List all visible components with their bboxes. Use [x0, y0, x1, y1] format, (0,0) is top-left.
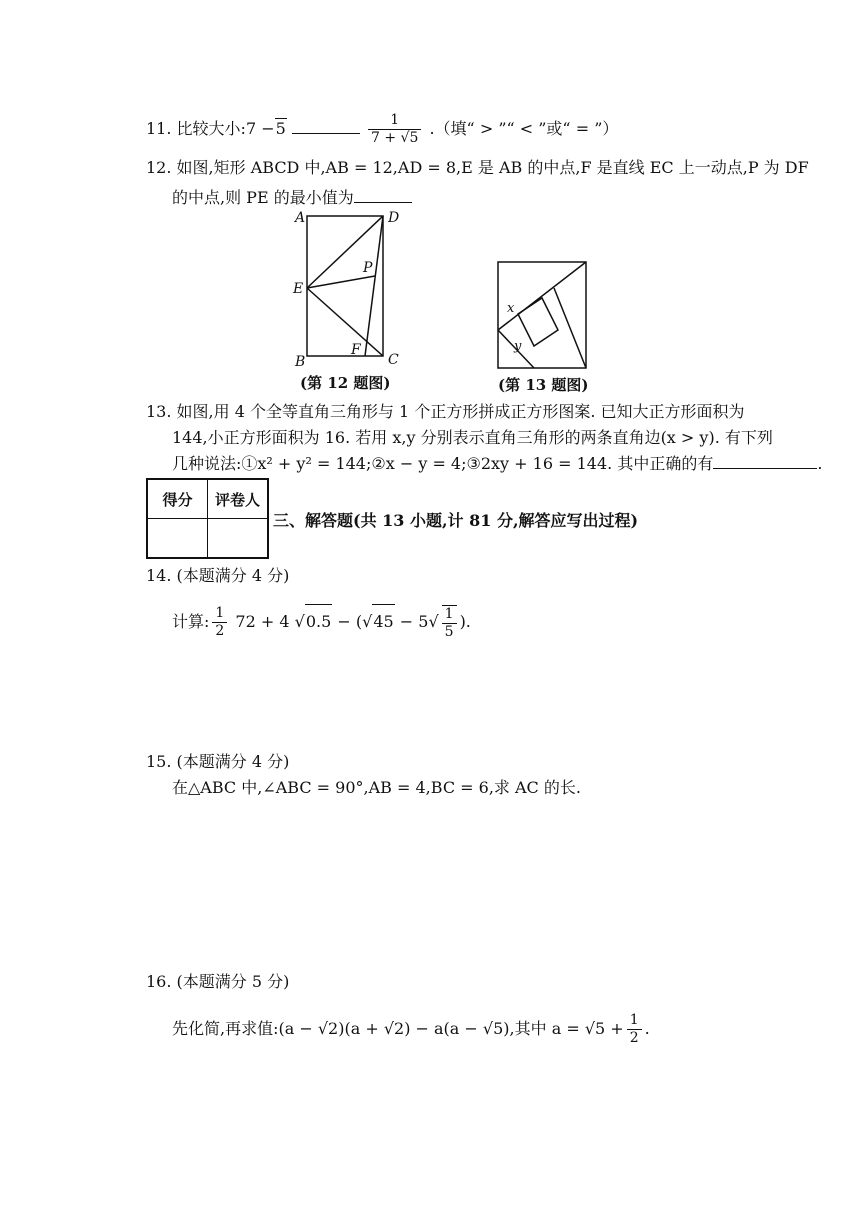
q16-frac-num: 1 — [627, 1012, 642, 1030]
q14-frac2-den: 5 — [444, 623, 454, 640]
grader-header: 评卷人 — [208, 479, 269, 519]
q16-end: . — [644, 1019, 650, 1038]
q14-frac-half — [212, 605, 227, 640]
question-13-line1: 13. 如图,用 4 个全等直角三角形与 1 个正方形拼成正方形图案. 已知大正方形面积为 — [146, 402, 745, 421]
q16-fraction — [627, 1012, 642, 1047]
q14-frac-num: 1 — [212, 605, 227, 623]
q14-part2: − ( — [332, 612, 363, 631]
question-15-body: 在△ABC 中,∠ABC = 90°,AB = 4,BC = 6,求 AC 的长. — [172, 778, 581, 797]
label-p: P — [363, 260, 373, 276]
q16-text: 先化简,再求值:(a − √2)(a + √2) − a(a − √5),其中 a = √5 + — [172, 1019, 624, 1038]
q11-frac-den: 7 + √5 — [371, 130, 419, 146]
q14-sqrt2: 45 — [372, 604, 394, 639]
label-d: D — [388, 210, 400, 226]
score-header: 得分 — [147, 479, 208, 519]
question-11 — [146, 112, 618, 147]
q14-frac-fifth — [442, 605, 457, 641]
q11-number: 11. — [146, 119, 172, 138]
q16-frac-den: 2 — [629, 1030, 639, 1046]
figure-12 — [285, 200, 415, 372]
q11-prefix: 比较大小:7 − — [176, 119, 275, 138]
label-y: y — [514, 339, 522, 354]
q14-sqrt1: 0.5 — [305, 604, 332, 639]
question-15-header: 15. (本题满分 4 分) — [146, 752, 290, 771]
question-12-line1: 12. 如图,矩形 ABCD 中,AB = 12,AD = 8,E 是 AB 的中点,F 是直线 EC 上一动点,P 为 DF — [146, 158, 809, 177]
score-cell[interactable] — [147, 519, 208, 559]
label-c: C — [388, 352, 399, 368]
label-a: A — [295, 210, 306, 226]
question-13-line3: 几种说法:①x² + y² = 144;②x − y = 4;③2xy + 16 = 144. 其中正确的有 . — [172, 454, 823, 473]
q14-end: ). — [459, 612, 471, 631]
label-e: E — [293, 281, 304, 297]
question-16-body — [172, 1012, 650, 1047]
q14-frac-den: 2 — [215, 623, 225, 639]
small-square — [518, 298, 558, 346]
label-x: x — [507, 301, 515, 316]
figure-13 — [494, 258, 590, 374]
q11-answer-blank[interactable] — [292, 133, 360, 134]
q13-answer-blank[interactable] — [713, 468, 817, 469]
segment-ec — [307, 288, 383, 356]
question-14-header: 14. (本题满分 4 分) — [146, 566, 290, 585]
question-16-header: 16. (本题满分 5 分) — [146, 972, 290, 991]
label-f: F — [351, 342, 361, 358]
q14-part3: − 5 — [394, 612, 429, 631]
q13-text: 几种说法:①x² + y² = 144;②x − y = 4;③2xy + 16 = 144. 其中正确的有 — [172, 454, 714, 473]
segment-df — [365, 216, 383, 356]
q14-part1: 72 + 4 — [235, 612, 290, 631]
triangle-line-1 — [498, 262, 586, 330]
section-3-title: 三、解答题(共 13 小题,计 81 分,解答应写出过程) — [273, 511, 639, 530]
q11-frac-num: 1 — [368, 112, 421, 130]
figure-13-caption: (第 13 题图) — [498, 376, 589, 394]
q12-text: 的中点,则 PE 的最小值为 — [172, 188, 354, 207]
q11-suffix: .（填“ > ”“ < ”或“ = ”） — [429, 119, 619, 138]
q14-frac2-num: 1 — [442, 606, 457, 624]
figure-12-caption: (第 12 题图) — [300, 374, 391, 392]
question-14-body: 计算: $\frac{1}{2}$ 72 + 4 √0.5 − (√45 − 5√ $\frac{1}{5}$ ). — [172, 605, 471, 640]
label-b: B — [295, 354, 306, 370]
score-table — [146, 478, 269, 559]
question-13-line2: 144,小正方形面积为 16. 若用 x,y 分别表示直角三角形的两条直角边(x > y). 有下列 — [172, 428, 773, 447]
grader-cell[interactable] — [208, 519, 269, 559]
q11-sqrt: 5 — [275, 119, 286, 138]
triangle-line-2 — [554, 288, 586, 368]
q14-label: 计算: — [172, 612, 210, 631]
q11-fraction — [368, 112, 421, 147]
